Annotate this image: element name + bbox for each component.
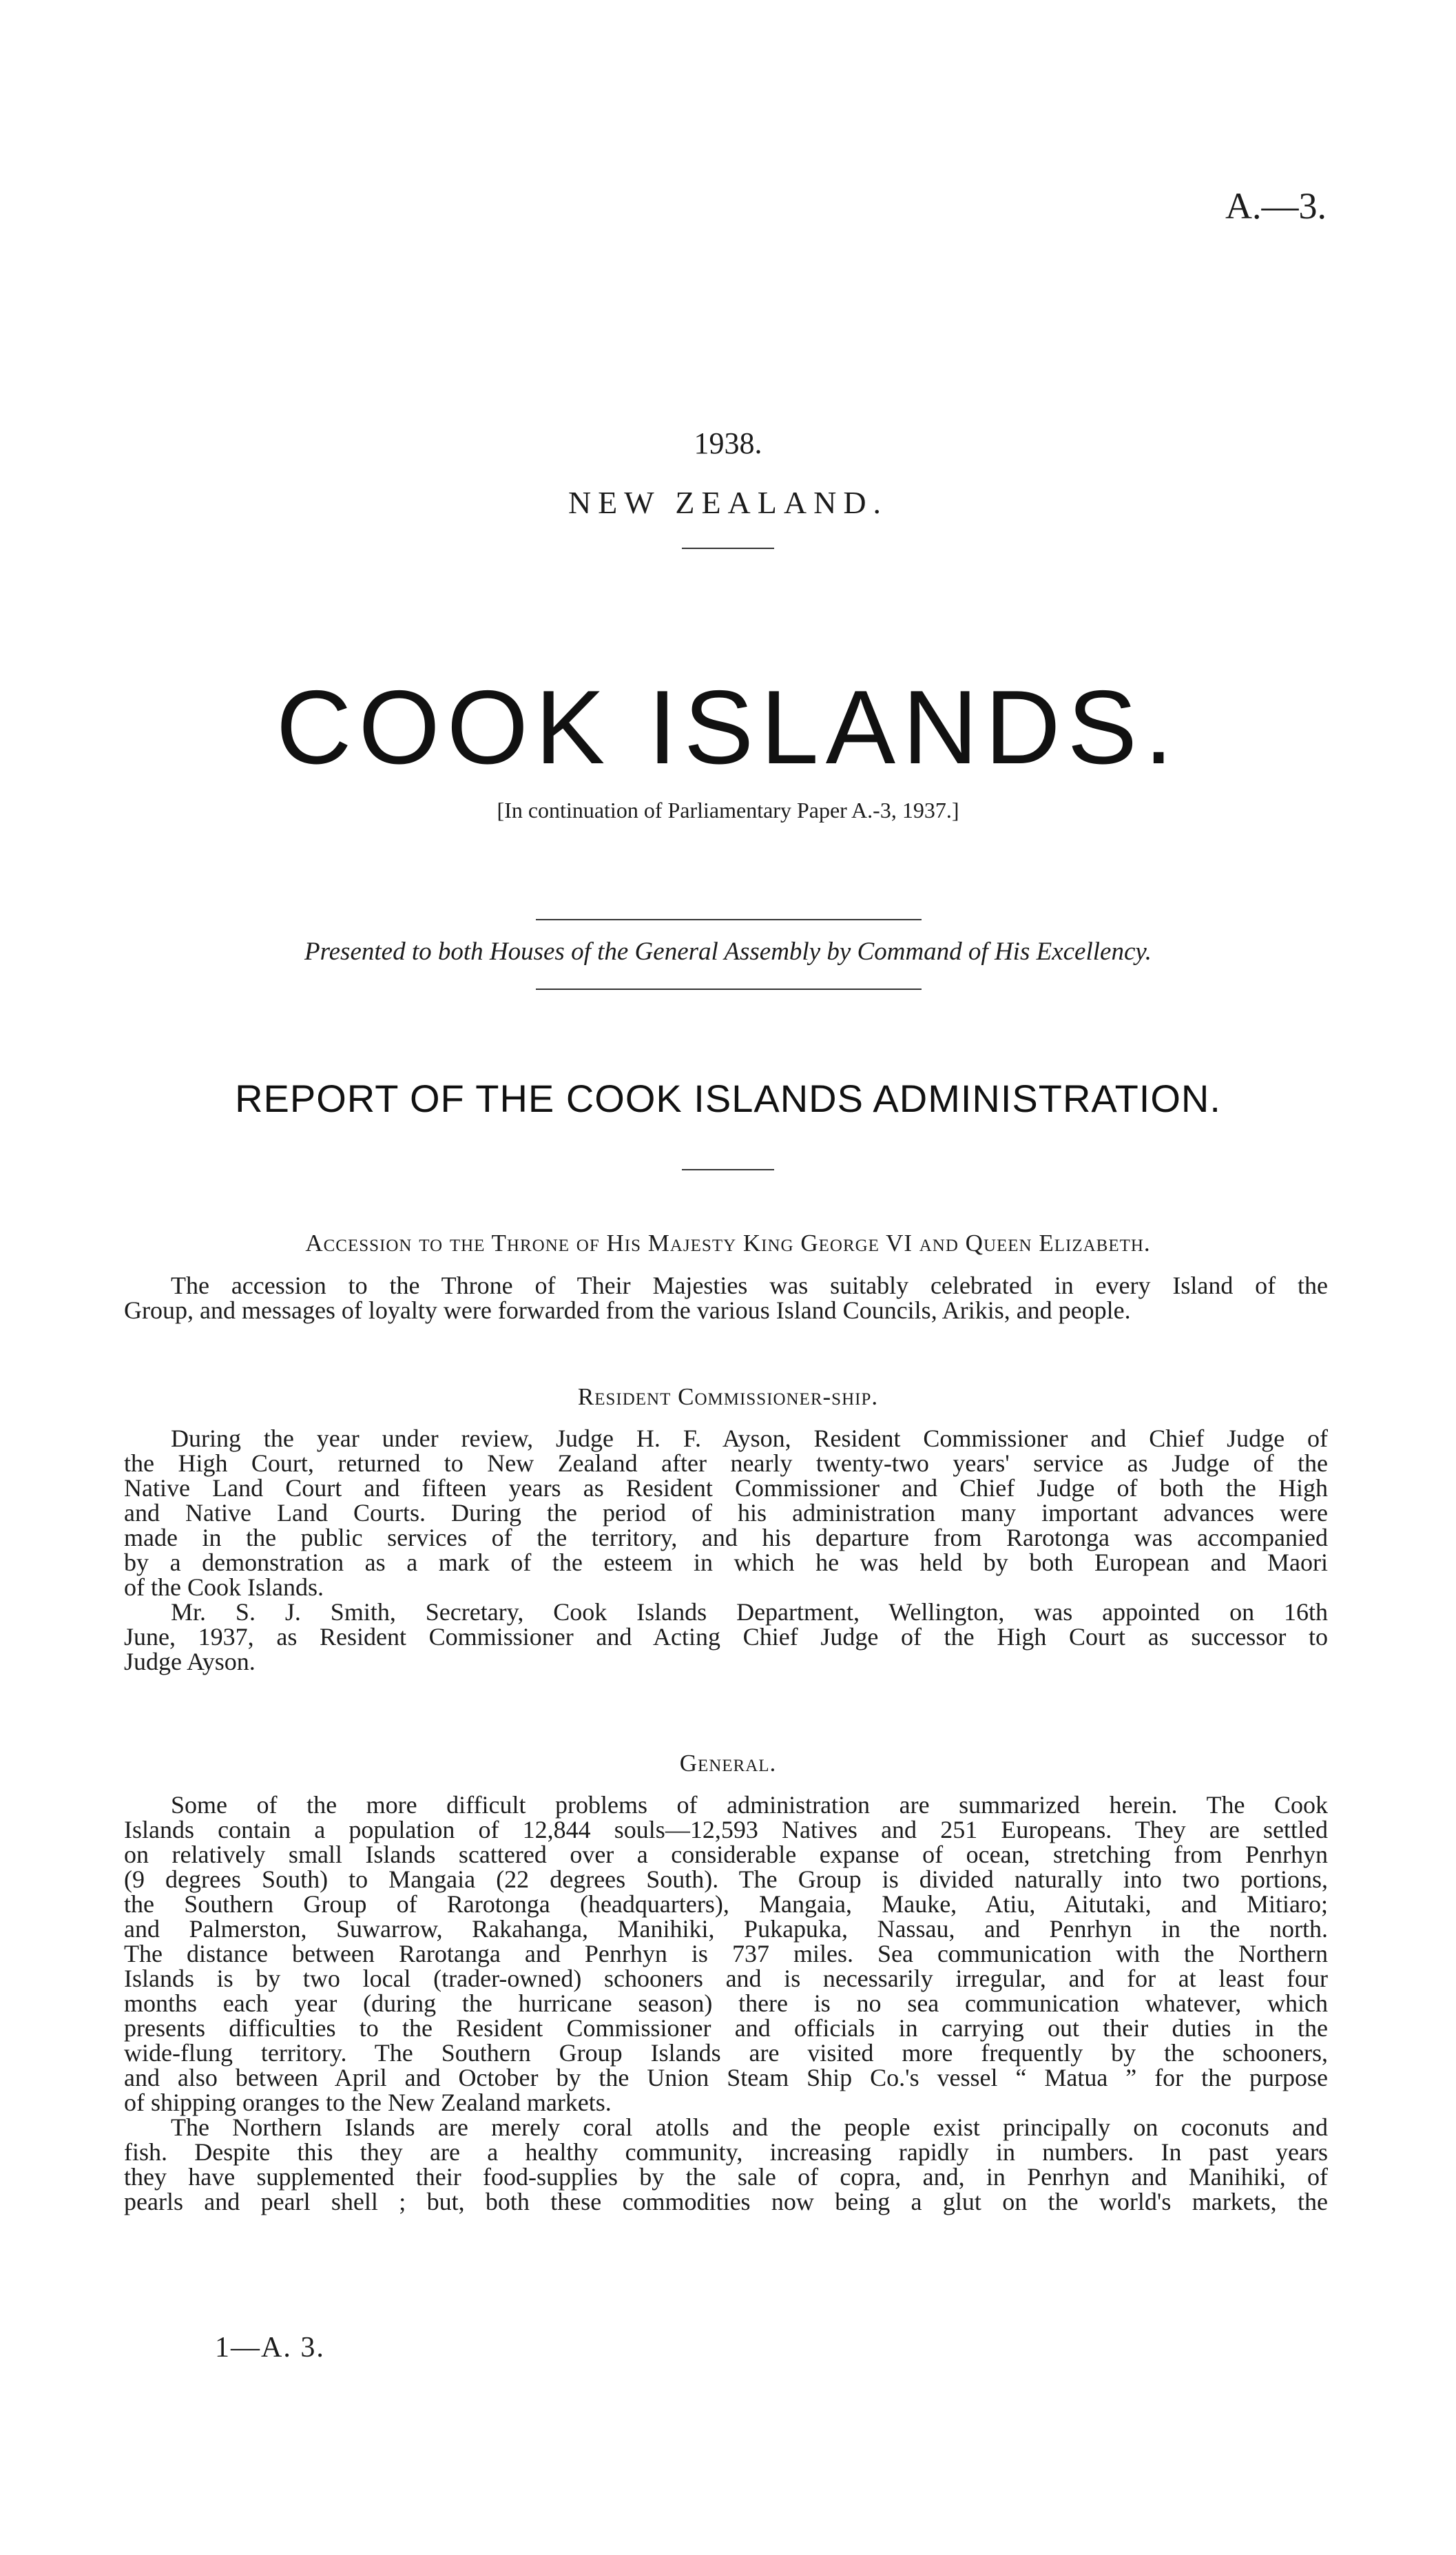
text-line: presents difficulties to the Resident Commissioner and officials in carrying out their duties in the (124, 2014, 1328, 2042)
paragraph-resident-2 (124, 1600, 1328, 1674)
presented-line: Presented to both Houses of the General Assembly by Command of His Excellency. (304, 938, 1152, 966)
text-line: June, 1937, as Resident Commissioner and Acting Chief Judge of the High Court as successor to (124, 1623, 1328, 1651)
section-heading-accession: Accession to the Throne of His Majesty King George VI and Queen Elizabeth. (305, 1230, 1151, 1256)
text-line: The accession to the Throne of Their Majesties was suitably celebrated in every Island of the (171, 1272, 1328, 1299)
country-heading: NEW ZEALAND. (568, 485, 888, 520)
text-line: Islands is by two local (trader-owned) schooners and is necessarily irregular, and for at least four (124, 1965, 1328, 1992)
text-line: Group, and messages of loyalty were forwarded from the various Island Councils, Arikis, and people. (124, 1296, 1131, 1324)
text-line: the Southern Group of Rarotonga (headquarters), Mangaia, Mauke, Atiu, Aitutaki, and Mitiaro; (124, 1890, 1328, 1918)
paragraph-resident-1 (124, 1426, 1328, 1600)
text-line: made in the public services of the territory, and his departure from Rarotonga was accompanied (124, 1524, 1328, 1551)
section-heading-general: General. (679, 1750, 777, 1777)
paragraph-general-2 (124, 2115, 1328, 2214)
paragraph-general-1 (124, 1792, 1328, 2115)
rule-above-presented (536, 919, 922, 920)
year: 1938. (694, 426, 762, 460)
rule-below-presented (536, 989, 922, 990)
text-line: Some of the more difficult problems of administration are summarized herein. The Cook (171, 1791, 1328, 1819)
report-title: REPORT OF THE COOK ISLANDS ADMINISTRATION. (235, 1077, 1221, 1120)
section-heading-resident: Resident Commissioner-ship. (577, 1383, 879, 1410)
text-line: Mr. S. J. Smith, Secretary, Cook Islands Department, Wellington, was appointed on 16th (171, 1598, 1328, 1626)
text-line: and also between April and October by the Union Steam Ship Co.'s vessel “ Matua ” for the purpose (124, 2064, 1328, 2091)
text-line: (9 degrees South) to Mangaia (22 degrees South). The Group is divided naturally into two portions, (124, 1865, 1328, 1893)
continuation-note: [In continuation of Parliamentary Paper A.-3, 1937.] (497, 798, 959, 823)
text-line: Native Land Court and fifteen years as Resident Commissioner and Chief Judge of both the High (124, 1474, 1328, 1502)
paper-number: A.—3. (1225, 185, 1327, 227)
page-signature: 1—A. 3. (215, 2332, 325, 2363)
text-line: the High Court, returned to New Zealand after nearly twenty-two years' service as Judge of the (124, 1449, 1328, 1477)
text-line: Judge Ayson. (124, 1648, 256, 1675)
text-line: and Palmerston, Suwarrow, Rakahanga, Manihiki, Pukapuka, Nassau, and Penrhyn in the north. (124, 1915, 1328, 1943)
text-line: fish. Despite this they are a healthy community, increasing rapidly in numbers. In past years (124, 2138, 1328, 2166)
text-line: Islands contain a population of 12,844 souls—12,593 Natives and 251 Europeans. They are settled (124, 1816, 1328, 1843)
text-line: they have supplemented their food-supplies by the sale of copra, and, in Penrhyn and Manihiki, of (124, 2163, 1328, 2191)
short-rule (682, 1169, 774, 1170)
text-line: The Northern Islands are merely coral atolls and the people exist principally on coconuts and (171, 2113, 1328, 2141)
short-rule (682, 548, 774, 549)
text-line: of the Cook Islands. (124, 1573, 324, 1601)
text-line: wide-flung territory. The Southern Group Islands are visited more frequently by the schooners, (124, 2039, 1328, 2067)
paragraph-accession (124, 1273, 1328, 1323)
text-line: pearls and pearl shell ; but, both these commodities now being a glut on the world's markets, the (124, 2188, 1328, 2215)
text-line: and Native Land Courts. During the period of his administration many important advances were (124, 1499, 1328, 1527)
text-line: months each year (during the hurricane season) there is no sea communication whatever, which (124, 1989, 1328, 2017)
text-line: by a demonstration as a mark of the esteem in which he was held by both European and Maori (124, 1549, 1328, 1576)
text-line: During the year under review, Judge H. F. Ayson, Resident Commissioner and Chief Judge of (171, 1425, 1328, 1452)
text-line: on relatively small Islands scattered over a considerable expanse of ocean, stretching from Penrhyn (124, 1841, 1328, 1868)
main-title: COOK ISLANDS. (275, 669, 1181, 786)
text-line: of shipping oranges to the New Zealand markets. (124, 2089, 612, 2116)
text-line: The distance between Rarotanga and Penrhyn is 737 miles. Sea communication with the Northern (124, 1940, 1328, 1967)
